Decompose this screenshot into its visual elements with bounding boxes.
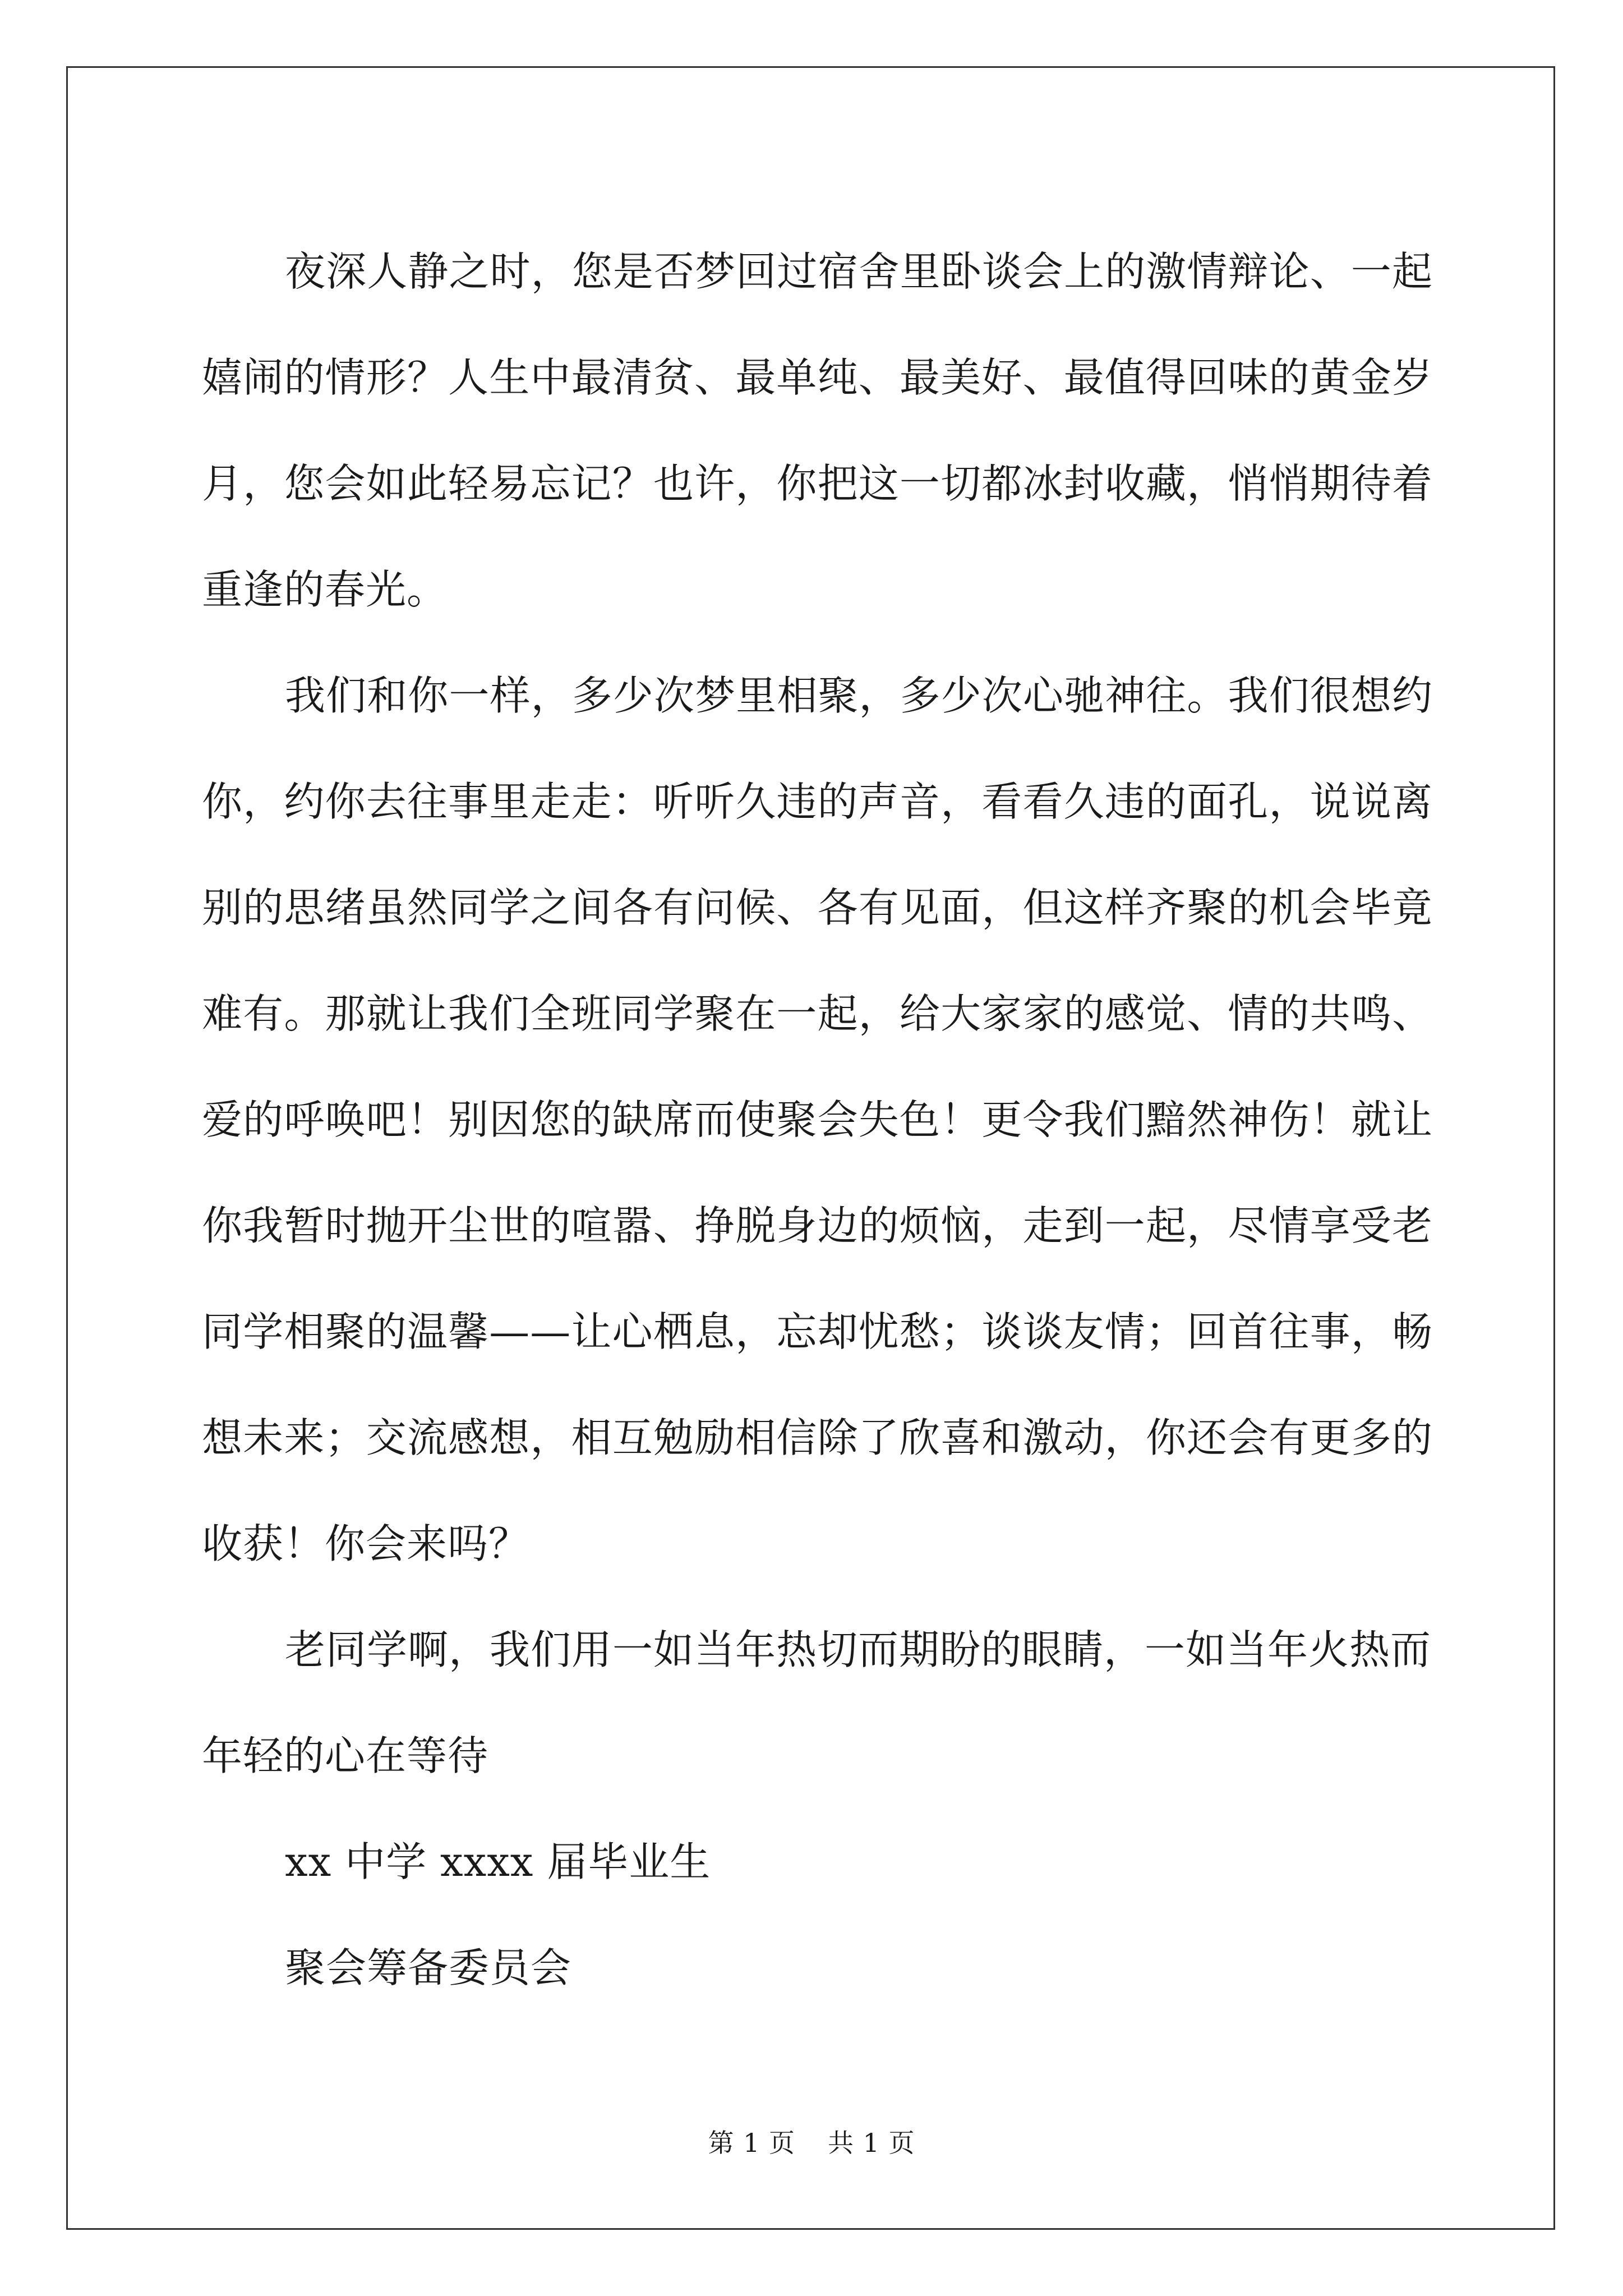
paragraph-1: 夜深人静之时，您是否梦回过宿舍里卧谈会上的激情辩论、一起嬉闹的情形？人生中最清贫、最单纯、最美好、最值得回味的黄金岁月，您会如此轻易忘记？也许，你把这一切都冰封收藏，悄悄期待着重逢的春光。 — [202, 248, 1433, 613]
page-number-current: 第 1 页 — [708, 2128, 795, 2158]
page-footer — [0, 2126, 1623, 2160]
letter-body — [202, 219, 1433, 2021]
paragraph-3: 老同学啊，我们用一如当年热切而期盼的眼睛，一如当年火热而年轻的心在等待 — [202, 1626, 1432, 1779]
signature-committee: 聚会筹备委员会 — [285, 1944, 572, 1991]
paragraph-2: 我们和你一样，多少次梦里相聚，多少次心驰神往。我们很想约你，约你去往事里走走：听听久违的声音，看看久违的面孔，说说离别的思绪虽然同学之间各有问候、各有见面，但这样齐聚的机会毕竟难有。那就让我们全班同学聚在一起，给大家家的感觉、情的共鸣、爱的呼唤吧！别因您的缺席而使聚会失色！更令我们黯然神伤！就让你我暂时抛开尘世的喧嚣、挣脱身边的烦恼，走到一起，尽情享受老同学相聚的温馨——让心栖息，忘却忧愁；谈谈友情；回首往事，畅想未来；交流感想，相互勉励相信除了欣喜和激动，你还会有更多的收获！你会来吗？ — [202, 672, 1433, 1567]
page-number-total: 共 1 页 — [828, 2128, 915, 2158]
signature-school: xx 中学 xxxx 届毕业生 — [285, 1838, 711, 1885]
